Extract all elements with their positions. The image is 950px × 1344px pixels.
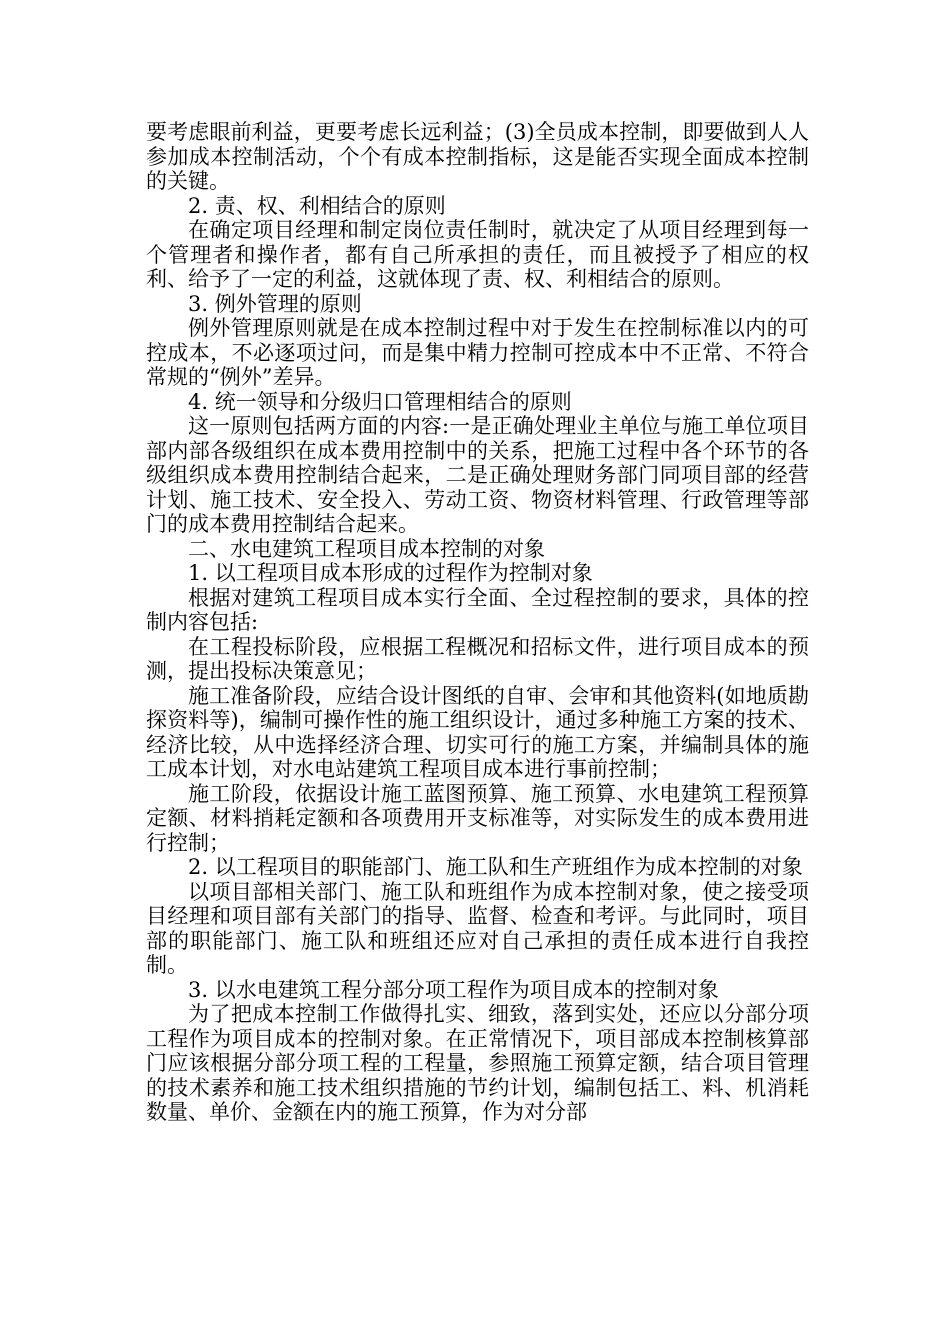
section-heading: 2. 以工程项目的职能部门、施工队和生产班组作为成本控制的对象 <box>188 855 803 879</box>
section-heading: 3. 例外管理的原则 <box>188 291 362 316</box>
document-body <box>146 120 809 1125</box>
chapter-heading: 二、水电建筑工程项目成本控制的对象 <box>188 536 545 561</box>
paragraph: 以项目部相关部门、施工队和班组作为成本控制对象，使之接受项目经理和项目部有关部门的指导、监督、检查和考评。与此同时，项目部的职能部门、施工队和班组还应对自己承担的责任成本进行自我控制。 <box>146 879 809 977</box>
section-heading: 1. 以工程项目成本形成的过程作为控制对象 <box>188 561 593 585</box>
paragraph: 例外管理原则就是在成本控制过程中对于发生在控制标准以内的可控成本，不必逐项过问，而是集中精力控制可控成本中不正常、不符合常规的“例外”差异。 <box>146 316 809 389</box>
paragraph: 根据对建筑工程项目成本实行全面、全过程控制的要求，具体的控制内容包括: <box>146 585 809 634</box>
paragraph: 要考虑眼前利益，更要考虑长远利益；(3)全员成本控制，即要做到人人参加成本控制活动，个个有成本控制指标，这是能否实现全面成本控制的关键。 <box>146 120 809 193</box>
paragraph: 施工阶段，依据设计施工蓝图预算、施工预算、水电建筑工程预算定额、材料捎耗定额和各项费用开支标准等，对实际发生的成本费用进行控制； <box>146 781 809 855</box>
paragraph: 在工程投标阶段，应根据工程概况和招标文件，进行项目成本的预测，提出投标决策意见； <box>146 634 809 683</box>
paragraph: 为了把成本控制工作做得扎实、细致，落到实处，还应以分部分项工程作为项目成本的控制对象。在正常情况下，项目部成本控制核算部门应该根据分部分项工程的工程量，参照施工预算定额，结合项目管理的技术素养和施工技术组织措施的节约计划，编制包括工、料、机消耗数量、单价、金额在内的施工预算，作为对分部 <box>146 1002 809 1124</box>
paragraph: 在确定项目经理和制定岗位责任制时，就决定了从项目经理到每一个管理者和操作者，都有自己所承担的责任，而且被授予了相应的权利、给予了一定的利益，这就体现了责、权、利相结合的原则。 <box>146 218 809 291</box>
paragraph: 这一原则包括两方面的内容:一是正确处理业主单位与施工单位项目部内部各级组织在成本费用控制中的关系，把施工过程中各个环节的各级组织成本费用控制结合起来，二是正确处理财务部门同项目部的经营计划、施工技术、安全投入、劳动工资、物资材料管理、行政管理等部门的成本费用控制结合起来。 <box>146 414 809 536</box>
paragraph: 施工准备阶段，应结合设计图纸的自审、会审和其他资料(如地质勘探资料等)，编制可操作性的施工组织设计，通过多种施工方案的技术、经济比较，从中选择经济合理、切实可行的施工方案，并编制具体的施工成本计划，对水电站建筑工程项目成本进行事前控制； <box>146 683 809 781</box>
section-heading: 4. 统一领导和分级归口管理相结合的原则 <box>188 389 572 414</box>
section-heading: 2. 责、权、利相结合的原则 <box>188 193 446 218</box>
section-heading: 3. 以水电建筑工程分部分项工程作为项目成本的控制对象 <box>188 977 719 1002</box>
